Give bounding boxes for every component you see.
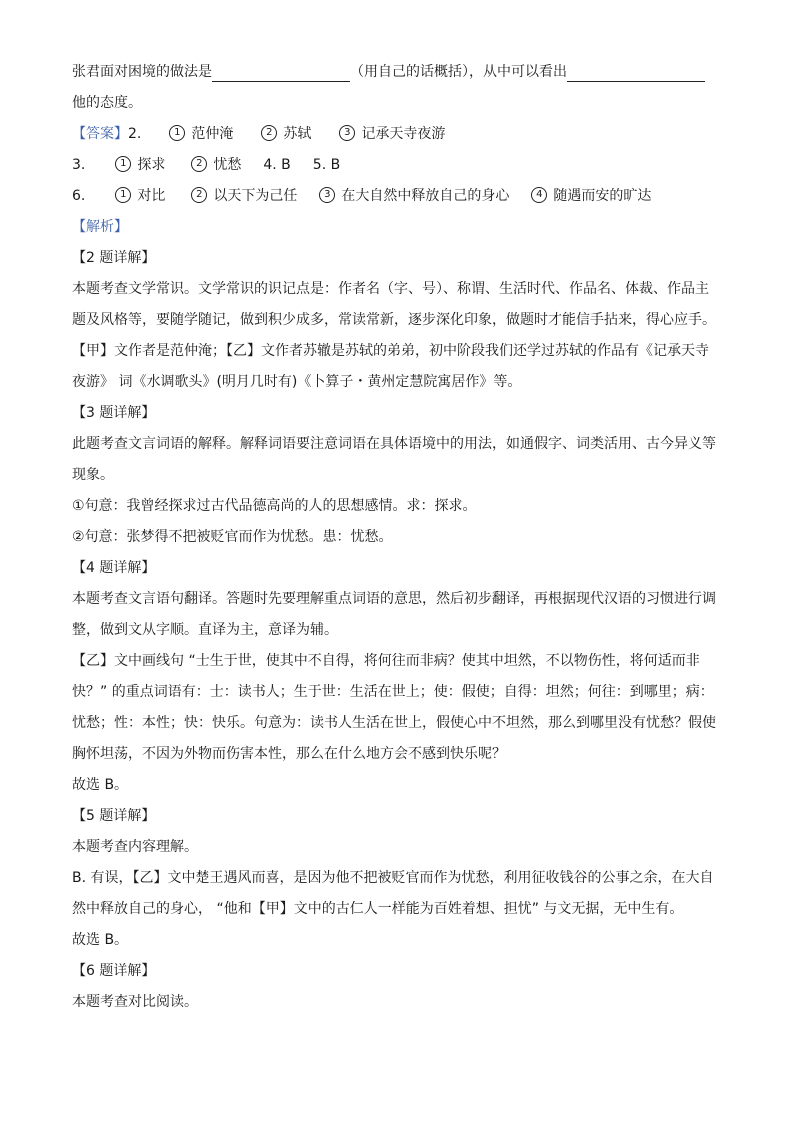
q6-answer-2: 以天下为己任 (213, 188, 298, 204)
analysis-line: 【5 题详解】 (72, 808, 156, 824)
analysis-line: 【2 题详解】 (72, 250, 156, 266)
analysis-line: 【3 题详解】 (72, 405, 156, 421)
q7-middle: （用自己的话概括），从中可以看出 (350, 64, 567, 80)
analysis-line: 本题考查内容理解。 (72, 839, 198, 855)
question-7-line-2 (72, 93, 722, 113)
question-7-line-1 (72, 62, 722, 82)
analysis-body (72, 248, 722, 1012)
analysis-line: 然中释放自己的身心， “他和【甲】文中的古仁人一样能为百姓着想、担忧” 与文无据，无中生有。 (72, 901, 684, 917)
q5-answer: 5. B (312, 157, 341, 173)
circled-number: 3 (319, 187, 335, 203)
analysis-line: 夜游》 词《水调歌头》(明月几时有)《卜算子・黄州定慧院寓居作》等。 (72, 374, 522, 390)
answer-blank-1[interactable] (212, 65, 350, 82)
circled-number: 2 (191, 187, 207, 203)
analysis-line: 【乙】文中画线句 “士生于世，使其中不自得，将何往而非病？使其中坦然，不以物伤性，将何适而非 (72, 653, 700, 669)
analysis-line: 故选 B。 (72, 777, 129, 793)
q6-number: 6. (72, 188, 86, 204)
analysis-line: 故选 B。 (72, 932, 129, 948)
analysis-line: 快？” 的重点词语有：士：读书人；生于世：生活在世上；使：假使；自得：坦然；何往：到哪里；病： (72, 684, 714, 700)
answer-blank-2[interactable] (567, 65, 705, 82)
q3-answer-1: 探求 (137, 157, 166, 173)
analysis-line: 本题考查文学常识。文学常识的识记点是：作者名（字、号）、称谓、生活时代、作品名、体裁、作品主 (72, 281, 709, 297)
analysis-line: 题及风格等，要随学随记，做到积少成多，常读常新，逐步深化印象，做题时才能信手拈来，得心应手。 (72, 312, 716, 328)
q2-answer-1: 范仲淹 (191, 126, 234, 142)
analysis-line: ②句意：张梦得不把被贬官而作为忧愁。患：忧愁。 (72, 529, 393, 545)
q2-answer-3: 记承天寺夜游 (361, 126, 446, 142)
q3-answer-2: 忧愁 (213, 157, 242, 173)
analysis-line: 忧愁；性：本性；快：快乐。句意为：读书人生活在世上，假使心中不坦然，那么到哪里没有忧愁？假使 (72, 715, 716, 731)
answer-line-q2 (72, 124, 722, 144)
circled-number: 1 (169, 125, 185, 141)
analysis-line: 胸怀坦荡，不因为外物而伤害本性，那么在什么地方会不感到快乐呢？ (72, 746, 506, 762)
circled-number: 1 (115, 187, 131, 203)
analysis-line: 本题考查对比阅读。 (72, 994, 198, 1010)
circled-number: 2 (261, 125, 277, 141)
document-page (72, 62, 722, 1023)
analysis-line: 【4 题详解】 (72, 560, 156, 576)
circled-number: 4 (531, 187, 547, 203)
analysis-line: 整，做到文从字顺。直译为主，意译为辅。 (72, 622, 338, 638)
analysis-line: 本题考查文言语句翻译。答题时先要理解重点词语的意思，然后初步翻译，再根据现代汉语的习惯进行调 (72, 591, 716, 607)
q4-answer: 4. B (263, 157, 291, 173)
analysis-line: 现象。 (72, 467, 114, 483)
circled-number: 1 (115, 156, 131, 172)
circled-number: 2 (191, 156, 207, 172)
q7-tail: 他的态度。 (72, 95, 142, 111)
analysis-label: 【解析】 (72, 219, 128, 235)
analysis-line: B. 有误，【乙】文中楚王遇风而喜，是因为他不把被贬官而作为忧愁，利用征收钱谷的公事之余，在大自 (72, 870, 714, 886)
analysis-line: 此题考查文言词语的解释。解释词语要注意词语在具体语境中的用法，如通假字、词类活用、古今异义等 (72, 436, 716, 452)
q6-answer-4: 随遇而安的旷达 (553, 188, 652, 204)
q6-answer-3: 在大自然中释放自己的身心 (341, 188, 510, 204)
answer-line-q3 (72, 155, 722, 175)
q2-number: 2. (128, 126, 142, 142)
answer-line-q6 (72, 186, 722, 206)
analysis-line: ①句意：我曾经探求过古代品德高尚的人的思想感情。求：探求。 (72, 498, 477, 514)
q6-answer-1: 对比 (137, 188, 166, 204)
circled-number: 3 (339, 125, 355, 141)
q3-number: 3. (72, 157, 86, 173)
analysis-line: 【6 题详解】 (72, 963, 156, 979)
q7-prefix: 张君面对困境的做法是 (72, 64, 212, 80)
analysis-line: 【甲】文作者是范仲淹；【乙】文作者苏辙是苏轼的弟弟，初中阶段我们还学过苏轼的作品有《记承天寺 (72, 343, 709, 359)
q2-answer-2: 苏轼 (283, 126, 312, 142)
answer-label: 【答案】 (72, 126, 128, 142)
